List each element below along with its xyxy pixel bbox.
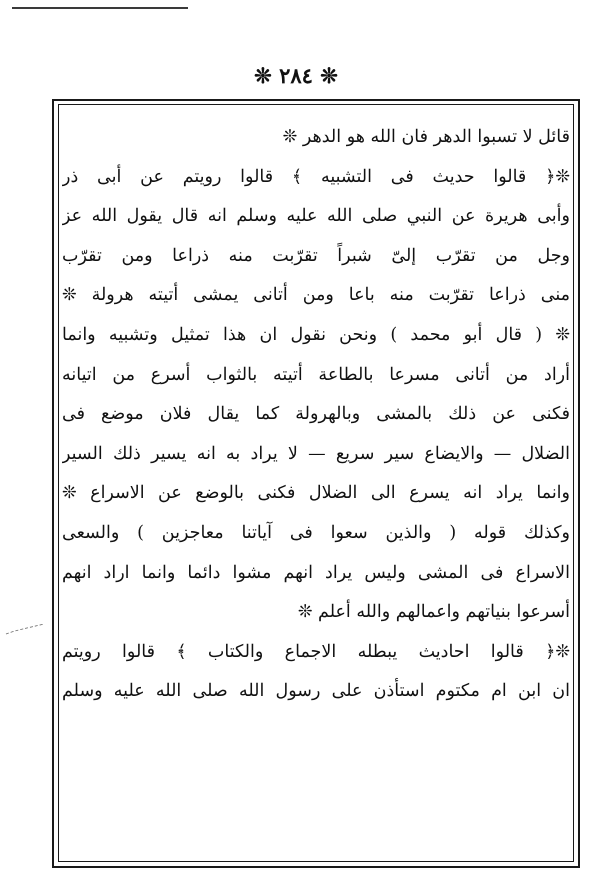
- text-line: ❊﴿ قالوا احاديث يبطله الاجماع والكتاب ﴾ قالوا رويتم: [62, 641, 570, 662]
- text-line: وجل من تقرّب إلىّ شبراً تقرّبت منه ذراعا ومن تقرّب: [62, 245, 570, 266]
- text-line: ❊﴿ قالوا حديث فى التشبيه ﴾ قالوا رويتم عن أبى ذر: [62, 166, 570, 187]
- margin-mark: [4, 620, 48, 640]
- text-line: فكنى عن ذلك بالمشى وبالهرولة كما يقال فلان موضع فى: [62, 404, 570, 425]
- text-line: قائل لا تسبوا الدهر فان الله هو الدهر ❊: [282, 127, 570, 147]
- text-line: الضلال — والايضاع سير سريع — لا يراد به انه يسير ذلك السير: [62, 443, 570, 464]
- text-line: منى ذراعا تقرّبت منه باعا ومن أتانى يمشى أتيته هرولة ❊: [62, 285, 570, 306]
- body-text: [62, 118, 570, 712]
- top-rule: [12, 7, 188, 9]
- text-line: وانما يراد انه يسرع الى الضلال فكنى بالوضع عن الاسراع ❊: [62, 483, 570, 504]
- text-line: ❊ ( قال أبو محمد ) ونحن نقول ان هذا تمثيل وتشبيه وانما: [62, 324, 570, 345]
- text-line: أسرعوا بنياتهم واعمالهم والله أعلم ❊: [297, 602, 570, 623]
- text-line: ان ابن ام مكتوم استأذن على رسول الله صلى الله عليه وسلم: [62, 681, 570, 702]
- text-line: وأبى هريرة عن النبي صلى الله عليه وسلم انه قال يقول الله عز: [62, 206, 570, 227]
- text-line: أراد من أتانى مسرعا بالطاعة أتيته بالثواب أسرع من اتيانه: [62, 364, 570, 385]
- page-number: ❊ ٢٨٤ ❊: [254, 63, 338, 88]
- text-line: وكذلك قوله ( والذين سعوا فى آياتنا معاجزين ) والسعى: [62, 522, 570, 543]
- text-line: الاسراع فى المشى وليس يراد انهم مشوا دائما وانما اراد انهم: [62, 562, 570, 583]
